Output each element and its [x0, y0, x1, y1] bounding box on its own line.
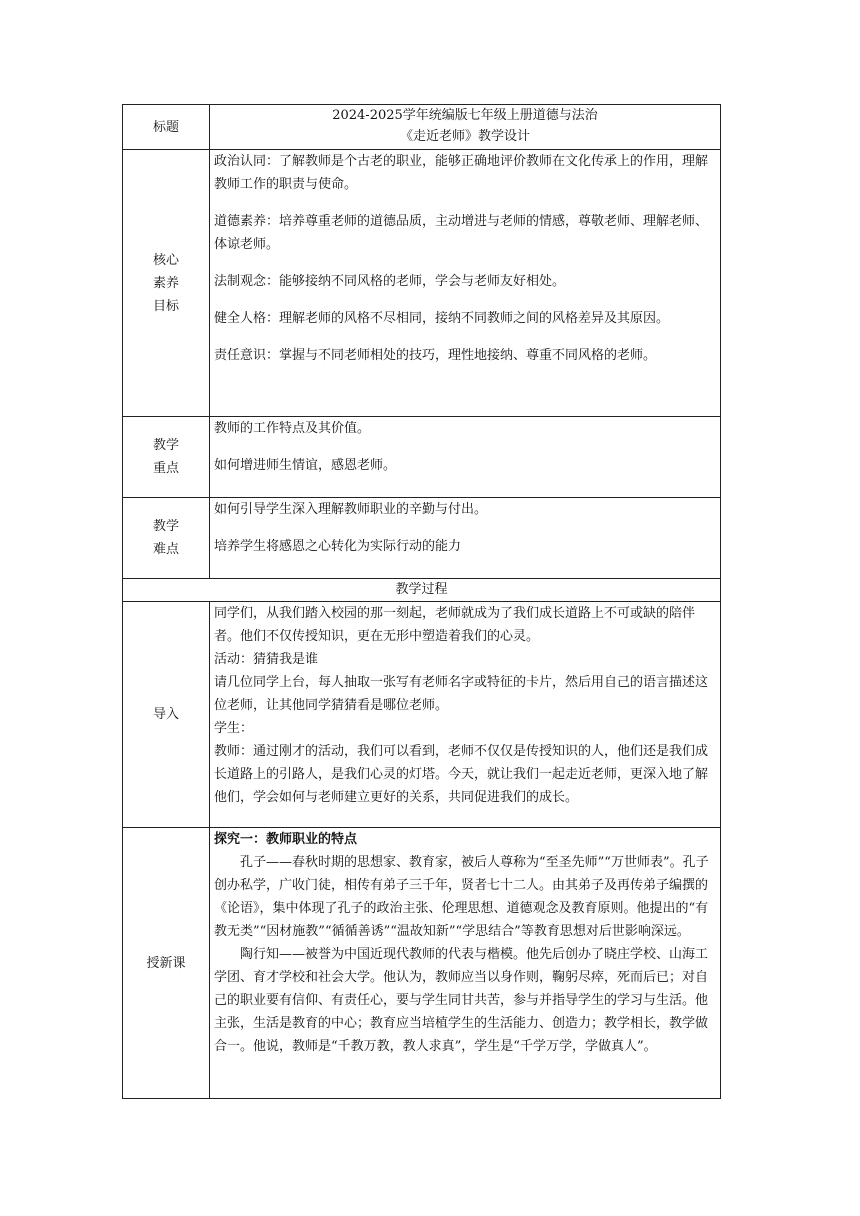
title-line-2: 《走近老师》教学设计 [399, 129, 530, 144]
difficulties-label-1: 教学 [152, 519, 179, 534]
process-header: 教学过程 [123, 579, 721, 602]
goal-responsibility: 责任意识：掌握与不同老师相处的技巧，理性地接纳、尊重不同风格的老师。 [214, 348, 657, 363]
title-line-1: 2024-2025学年统编版七年级上册道德与法治 [332, 108, 598, 123]
key-points-row [123, 417, 721, 498]
core-goals-label-3: 目标 [152, 298, 179, 314]
key-points-label-1: 教学 [152, 438, 179, 453]
document-title [210, 105, 721, 150]
goal-personality: 健全人格：理解老师的风格不尽相同，接纳不同教师之间的风格差异及其原因。 [214, 311, 670, 326]
intro-content [210, 602, 721, 828]
new-lesson-row [123, 828, 721, 1099]
intro-activity: 活动：猜猜我是谁 [214, 652, 319, 667]
intro-row [123, 602, 721, 828]
key-points-label-cell [123, 417, 210, 498]
intro-student: 学生： [214, 721, 254, 736]
new-lesson-label: 授新课 [146, 955, 186, 971]
difficulties-label-2: 难点 [152, 542, 179, 557]
title-label: 标题 [152, 119, 179, 135]
tao-xingzhi-paragraph: 陶行知——被誉为中国近现代教师的代表与楷模。他先后创办了晓庄学校、山海工学团、育才学校和社会大学。他认为，教师应当以身作则，鞠躬尽瘁，死而后已；对自己的职业要有信仰、有责任心，要与学生同甘共苦，参与并指导学生的学习与生活。他主张，生活是教育的中心；教育应当培植学生的生活能力、创造力；教学相长，教学做合一。他说，教师是“千教万教，教人求真”，学生是“千学万学，学做真人”。 [214, 947, 709, 1054]
core-goals-row [123, 150, 721, 417]
intro-label: 导入 [152, 707, 179, 722]
key-points-label-2: 重点 [152, 461, 179, 476]
lesson-plan-table [122, 104, 721, 1099]
difficulty-2: 培养学生将感恩之心转化为实际行动的能力 [214, 539, 462, 554]
new-lesson-content [210, 828, 721, 1099]
new-lesson-label-cell [123, 828, 210, 1099]
core-goals-label-cell [123, 150, 210, 417]
difficulty-1: 如何引导学生深入理解教师职业的辛勤与付出。 [214, 502, 488, 517]
difficulties-row [123, 498, 721, 579]
key-point-2: 如何增进师生情谊，感恩老师。 [214, 458, 397, 473]
goal-legal: 法制观念：能够接纳不同风格的老师，学会与老师友好相处。 [214, 274, 566, 289]
core-goals-content [210, 150, 721, 417]
key-point-1: 教师的工作特点及其价值。 [214, 421, 371, 436]
title-row [123, 105, 721, 150]
intro-line-1: 同学们，从我们踏入校园的那一刻起，老师就成为了我们成长道路上不可或缺的陪伴者。他们不仅传授知识，更在无形中塑造着我们的心灵。 [214, 606, 696, 644]
confucius-paragraph: 孔子——春秋时期的思想家、教育家，被后人尊称为“至圣先师”“万世师表”。孔子创办私学，广收门徒，相传有弟子三千年，贤者七十二人。由其弟子及再传弟子编撰的《论语》，集中体现了孔子的政治主张、伦理思想、道德观念及教育原则。他提出的“有教无类”“因材施教”“循循善诱”“温故知新”“学思结合”等教育思想对后世影响深远。 [214, 855, 709, 939]
key-points-content [210, 417, 721, 498]
title-label-cell [123, 105, 210, 150]
core-goals-label-2: 素养 [152, 275, 179, 291]
intro-activity-desc: 请几位同学上台，每人抽取一张写有老师名字或特征的卡片，然后用自己的语言描述这位老师，让其他同学猜猜看是哪位老师。 [214, 675, 709, 713]
goal-moral: 道德素养：培养尊重老师的道德品质，主动增进与老师的情感，尊敬老师、理解老师、体谅老师。 [214, 214, 709, 252]
difficulties-label-cell [123, 498, 210, 579]
process-header-row [123, 579, 721, 602]
intro-label-cell [123, 602, 210, 828]
core-goals-label-1: 核心 [152, 252, 179, 268]
difficulties-content [210, 498, 721, 579]
new-lesson-heading: 探究一：教师职业的特点 [214, 832, 358, 847]
goal-political: 政治认同：了解教师是个古老的职业，能够正确地评价教师在文化传承上的作用，理解教师工作的职责与使命。 [214, 154, 709, 192]
intro-teacher: 教师：通过刚才的活动，我们可以看到，老师不仅仅是传授知识的人，他们还是我们成长道路上的引路人，是我们心灵的灯塔。今天，就让我们一起走近老师，更深入地了解他们，学会如何与老师建立更好的关系，共同促进我们的成长。 [214, 744, 709, 805]
